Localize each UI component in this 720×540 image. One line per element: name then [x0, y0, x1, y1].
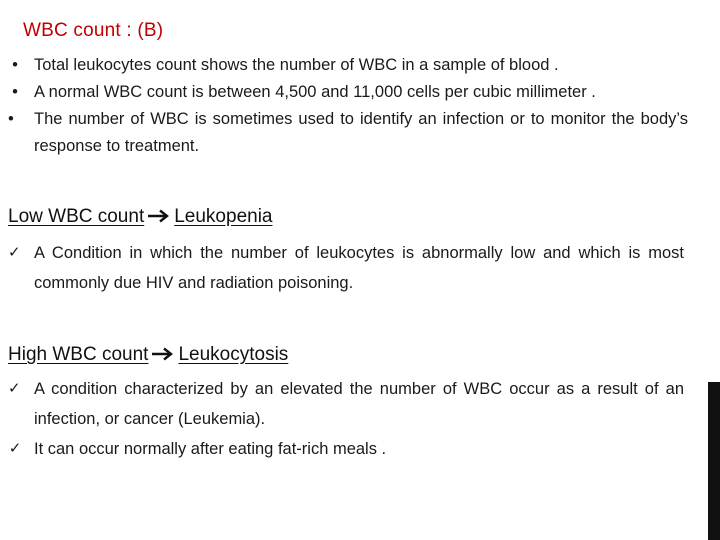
low-wbc-heading-left: Low WBC count [8, 206, 145, 227]
right-arrow-icon [151, 347, 175, 361]
high-wbc-heading [8, 344, 288, 366]
check-item [8, 434, 684, 464]
high-wbc-heading-left: High WBC count [8, 344, 149, 365]
check-text: It can occur normally after eating fat-rich meals . [34, 440, 387, 458]
bullet-item [8, 79, 688, 106]
slide-title: WBC count : (B) [23, 20, 164, 41]
check-item [8, 374, 684, 434]
check-text: A condition characterized by an elevated the number of WBC occur as a result of an infection, or cancer (Leukemia). [34, 380, 684, 428]
low-wbc-heading-right: Leukopenia [174, 206, 273, 227]
check-text: A Condition in which the number of leukocytes is abnormally low and which is most commonly due HIV and radiation poisoning. [34, 244, 684, 292]
high-wbc-heading-right: Leukocytosis [178, 344, 289, 365]
bullet-icon: • [12, 56, 18, 74]
check-item [8, 238, 684, 298]
bullet-text: A normal WBC count is between 4,500 and 11,000 cells per cubic millimeter . [34, 83, 596, 101]
bullet-icon: • [8, 110, 14, 128]
bullet-text: Total leukocytes count shows the number of WBC in a sample of blood . [34, 56, 559, 74]
low-wbc-list [8, 238, 684, 298]
checkmark-icon: ✓ [8, 380, 21, 397]
intro-bullet-list [8, 52, 688, 160]
bullet-text: The number of WBC is sometimes used to identify an infection or to monitor the body’s response to treatment. [34, 110, 688, 155]
bullet-item [8, 52, 688, 79]
low-wbc-heading [8, 206, 273, 228]
decorative-side-bar [708, 382, 720, 540]
bullet-item [8, 106, 688, 160]
high-wbc-list [8, 374, 684, 464]
checkmark-icon: ✓ [8, 244, 21, 261]
right-arrow-icon [147, 209, 171, 223]
bullet-icon: • [12, 83, 18, 101]
checkmark-icon: ✓ [8, 440, 22, 457]
